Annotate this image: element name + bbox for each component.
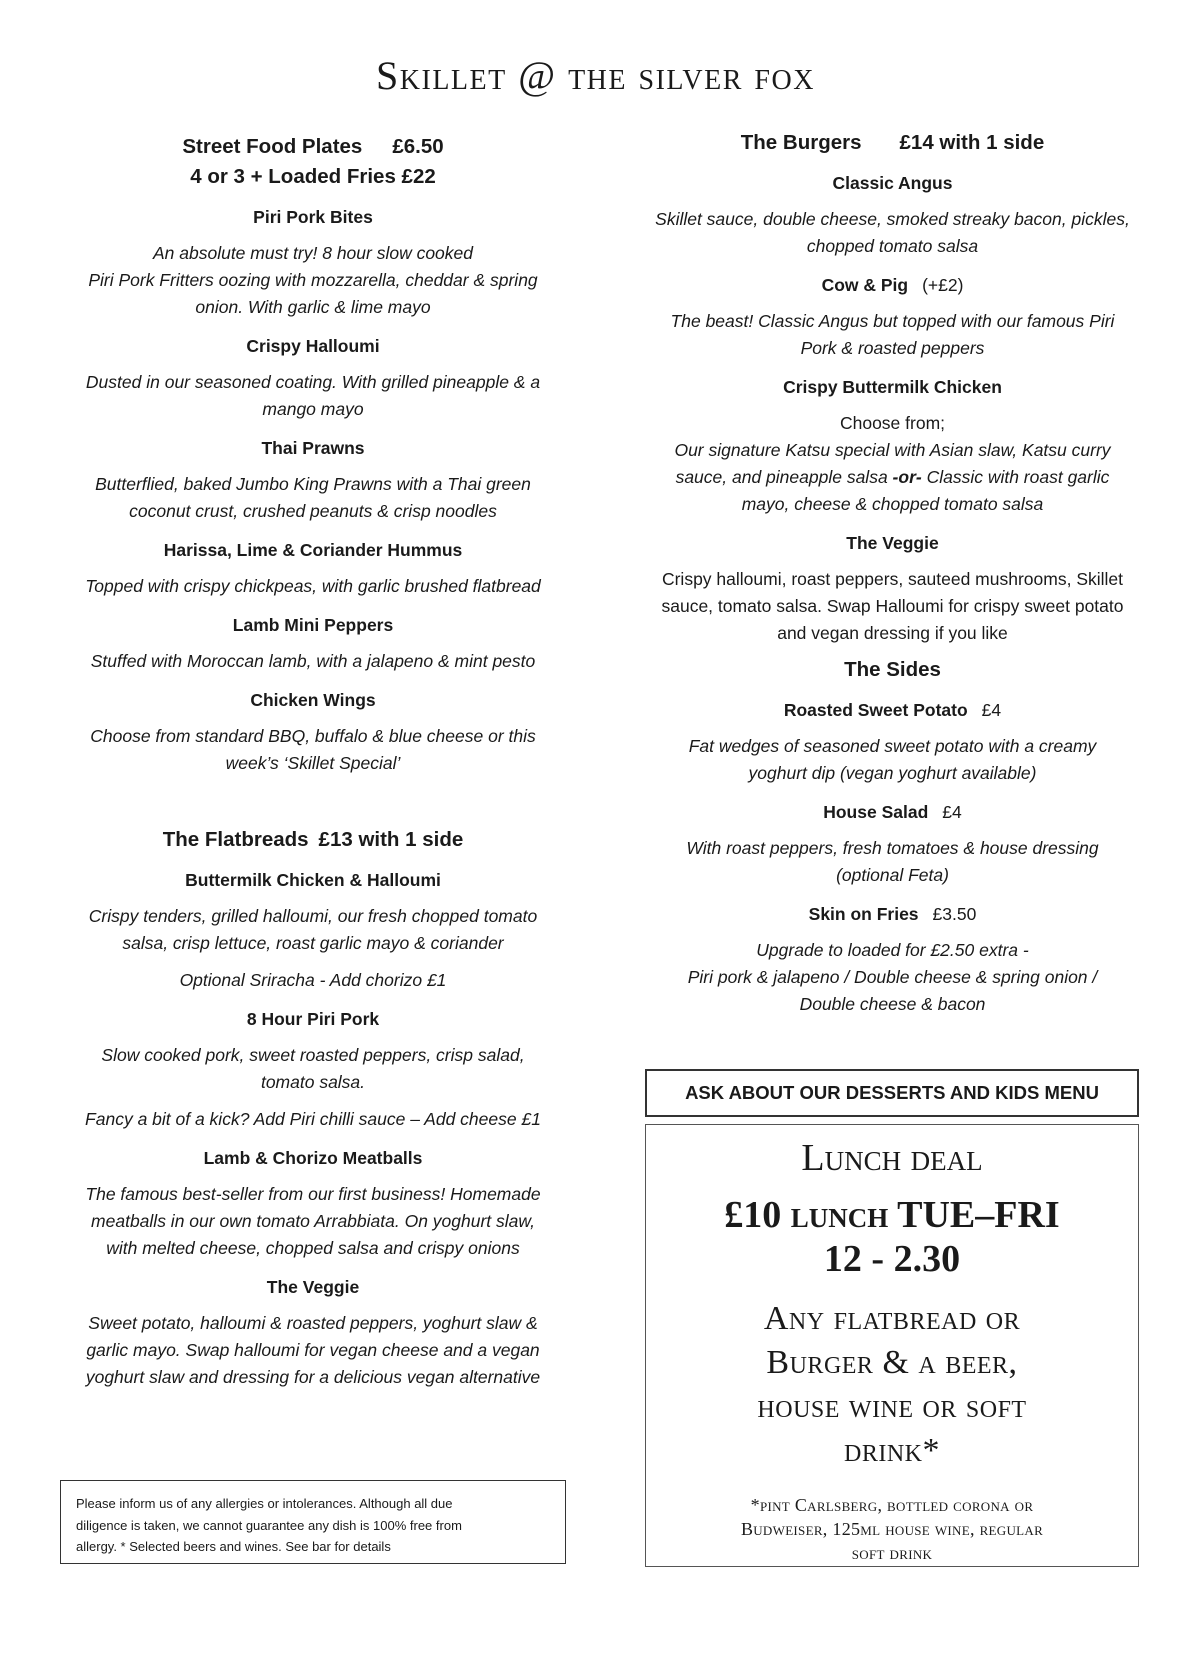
description-line: With roast peppers, fresh tomatoes & house dressing bbox=[686, 838, 1099, 858]
burgers-heading bbox=[640, 128, 1145, 158]
description-line: Slow cooked pork, sweet roasted peppers, crisp salad, bbox=[101, 1045, 525, 1065]
menu-item-description bbox=[58, 648, 568, 675]
menu-item-price: £3.50 bbox=[932, 904, 977, 924]
menu-item-description bbox=[640, 410, 1145, 518]
menu-item-name: Lamb Mini Peppers bbox=[232, 615, 394, 635]
description-line: Topped with crispy chickpeas, with garlic brushed flatbread bbox=[85, 576, 541, 596]
offer-line: house wine or soft bbox=[757, 1388, 1027, 1425]
description-line bbox=[640, 464, 1145, 491]
menu-item-price: £4 bbox=[942, 802, 962, 822]
lunch-price-line: £10 lunch TUE–FRI bbox=[724, 1194, 1060, 1236]
menu-item-description bbox=[58, 903, 568, 957]
description-line: Choose from; bbox=[839, 413, 946, 433]
menu-item-extra: Optional Sriracha - Add chorizo £1 bbox=[179, 970, 447, 990]
desserts-kids-notice: ASK ABOUT OUR DESSERTS AND KIDS MENU bbox=[645, 1069, 1139, 1117]
note-line: soft drink bbox=[851, 1543, 933, 1563]
menu-item-description bbox=[640, 566, 1145, 647]
street-food-price: £6.50 bbox=[392, 135, 444, 158]
description-line: Dusted in our seasoned coating. With grilled pineapple & a bbox=[85, 372, 541, 392]
description-line: Our signature Katsu special with Asian slaw, Katsu curry bbox=[674, 440, 1111, 460]
note-line: *pint Carlsberg, bottled corona or bbox=[750, 1495, 1034, 1515]
description-line: Pork & roasted peppers bbox=[800, 338, 985, 358]
menu-item-name: Chicken Wings bbox=[250, 690, 376, 710]
menu-item-price: £4 bbox=[981, 700, 1002, 720]
offer-line: Burger & a beer, bbox=[766, 1344, 1018, 1381]
menu-item-name: Lamb & Chorizo Meatballs bbox=[203, 1148, 423, 1168]
description-line: Choose from standard BBQ, buffalo & blue cheese or this bbox=[90, 726, 536, 746]
allergy-notice bbox=[60, 1480, 566, 1564]
lunch-deal-box bbox=[645, 1124, 1139, 1567]
menu-item-name: Harissa, Lime & Coriander Hummus bbox=[163, 540, 463, 560]
flatbreads-title: The Flatbreads bbox=[162, 828, 309, 851]
allergy-line: Please inform us of any allergies or intolerances. Although all due bbox=[76, 1496, 453, 1511]
description-line: and vegan dressing if you like bbox=[777, 623, 1008, 643]
description-line: The famous best-seller from our first business! Homemade bbox=[85, 1184, 541, 1204]
description-line: Piri pork & jalapeno / Double cheese & spring onion / bbox=[687, 967, 1098, 987]
description-line: yoghurt slaw and dressing for a delicious vegan alternative bbox=[85, 1367, 541, 1387]
menu-item-description bbox=[640, 308, 1145, 362]
description-line: mango mayo bbox=[262, 399, 364, 419]
menu-item-price: (+£2) bbox=[922, 275, 964, 295]
description-line: Butterflied, baked Jumbo King Prawns with a Thai green bbox=[95, 474, 531, 494]
description-fragment: sauce, and pineapple salsa bbox=[675, 467, 893, 487]
lunch-deal-title: Lunch deal bbox=[801, 1137, 983, 1179]
description-line: coconut crust, crushed peanuts & crisp noodles bbox=[129, 501, 497, 521]
menu-item-description bbox=[58, 240, 568, 321]
street-food-title: Street Food Plates bbox=[182, 135, 363, 158]
menu-item-title bbox=[640, 272, 1145, 298]
sides-heading: The Sides bbox=[844, 658, 941, 681]
menu-item-description bbox=[58, 573, 568, 600]
menu-item-name: Piri Pork Bites bbox=[253, 207, 373, 227]
menu-item-name: Crispy Halloumi bbox=[246, 336, 380, 356]
description-line: tomato salsa. bbox=[260, 1072, 366, 1092]
description-line: sauce, tomato salsa. Swap Halloumi for crispy sweet potato bbox=[661, 596, 1124, 616]
menu-item-name: Skin on Fries bbox=[808, 904, 919, 924]
description-line: chopped tomato salsa bbox=[806, 236, 979, 256]
description-line: meatballs in our own tomato Arrabbiata. On yoghurt slaw, bbox=[91, 1211, 535, 1231]
description-line: (optional Feta) bbox=[836, 865, 949, 885]
menu-item-description bbox=[58, 1042, 568, 1096]
menu-item-description bbox=[640, 835, 1145, 889]
menu-item-title bbox=[640, 799, 1145, 825]
description-line: garlic mayo. Swap halloumi for vegan cheese and a vegan bbox=[86, 1340, 540, 1360]
menu-item-name: Classic Angus bbox=[832, 173, 953, 193]
menu-item-name: Cow & Pig bbox=[821, 275, 909, 295]
burgers-title: The Burgers bbox=[740, 131, 862, 154]
burgers-price: £14 with 1 side bbox=[899, 131, 1045, 154]
menu-item-name: The Veggie bbox=[846, 533, 939, 553]
lunch-time-line: 12 - 2.30 bbox=[823, 1238, 961, 1280]
left-column bbox=[58, 132, 568, 1391]
allergy-line: diligence is taken, we cannot guarantee any dish is 100% free from bbox=[76, 1517, 462, 1533]
lunch-deal-price bbox=[646, 1193, 1138, 1281]
menu-item-extra: Fancy a bit of a kick? Add Piri chilli sauce – Add cheese £1 bbox=[85, 1109, 541, 1129]
description-line: with melted cheese, chopped salsa and crispy onions bbox=[106, 1238, 520, 1258]
menu-item-description bbox=[58, 723, 568, 777]
menu-item-name: Thai Prawns bbox=[261, 438, 365, 458]
flatbreads-price: £13 with 1 side bbox=[318, 828, 464, 851]
lunch-deal-note bbox=[646, 1493, 1138, 1565]
description-line: Sweet potato, halloumi & roasted peppers, yoghurt slaw & bbox=[88, 1313, 538, 1333]
description-line: Upgrade to loaded for £2.50 extra - bbox=[756, 940, 1029, 960]
menu-item-name: Roasted Sweet Potato bbox=[783, 700, 968, 720]
description-line: salsa, crisp lettuce, roast garlic mayo & coriander bbox=[122, 933, 504, 953]
description-line: Double cheese & bacon bbox=[799, 994, 986, 1014]
menu-item-name: Crispy Buttermilk Chicken bbox=[783, 377, 1002, 397]
or-separator: -or- bbox=[892, 467, 922, 487]
description-line: mayo, cheese & chopped tomato salsa bbox=[741, 494, 1044, 514]
description-line: Crispy tenders, grilled halloumi, our fresh chopped tomato bbox=[88, 906, 538, 926]
street-food-subheading: 4 or 3 + Loaded Fries £22 bbox=[190, 165, 436, 188]
description-line: Fat wedges of seasoned sweet potato with a creamy bbox=[688, 736, 1097, 756]
description-fragment: Classic with roast garlic bbox=[921, 467, 1110, 487]
note-line: Budweiser, 125ml house wine, regular bbox=[740, 1519, 1044, 1539]
flatbreads-heading bbox=[58, 825, 568, 855]
lunch-deal-offer bbox=[646, 1297, 1138, 1473]
description-line: onion. With garlic & lime mayo bbox=[195, 297, 431, 317]
description-line: week’s ‘Skillet Special’ bbox=[225, 753, 401, 773]
offer-line: drink* bbox=[844, 1432, 940, 1469]
description-line: Piri Pork Fritters oozing with mozzarella, cheddar & spring bbox=[88, 270, 538, 290]
menu-item-description bbox=[58, 471, 568, 525]
page-title: Skillet @ the silver fox bbox=[376, 53, 815, 98]
menu-item-description bbox=[58, 1181, 568, 1262]
menu-item-name: 8 Hour Piri Pork bbox=[246, 1009, 380, 1029]
menu-item-title bbox=[640, 697, 1145, 723]
description-line: The beast! Classic Angus but topped with our famous Piri bbox=[670, 311, 1115, 331]
description-line: Crispy halloumi, roast peppers, sauteed mushrooms, Skillet bbox=[661, 569, 1124, 589]
menu-item-description bbox=[58, 1310, 568, 1391]
offer-line: Any flatbread or bbox=[763, 1300, 1021, 1337]
menu-item-name: Buttermilk Chicken & Halloumi bbox=[185, 870, 441, 890]
menu-item-description bbox=[58, 369, 568, 423]
menu-item-title bbox=[640, 901, 1145, 927]
allergy-line: allergy. * Selected beers and wines. See bar for details bbox=[76, 1539, 391, 1554]
description-line: yoghurt dip (vegan yoghurt available) bbox=[748, 763, 1037, 783]
right-column bbox=[640, 128, 1145, 1018]
menu-item-description bbox=[640, 206, 1145, 260]
menu-item-description bbox=[640, 937, 1145, 1018]
description-line: An absolute must try! 8 hour slow cooked bbox=[152, 243, 474, 263]
description-line: Stuffed with Moroccan lamb, with a jalapeno & mint pesto bbox=[90, 651, 536, 671]
menu-item-name: House Salad bbox=[823, 802, 929, 822]
description-line: Skillet sauce, double cheese, smoked streaky bacon, pickles, bbox=[655, 209, 1130, 229]
menu-item-description bbox=[640, 733, 1145, 787]
street-food-heading bbox=[58, 132, 568, 162]
menu-item-name: The Veggie bbox=[266, 1277, 360, 1297]
